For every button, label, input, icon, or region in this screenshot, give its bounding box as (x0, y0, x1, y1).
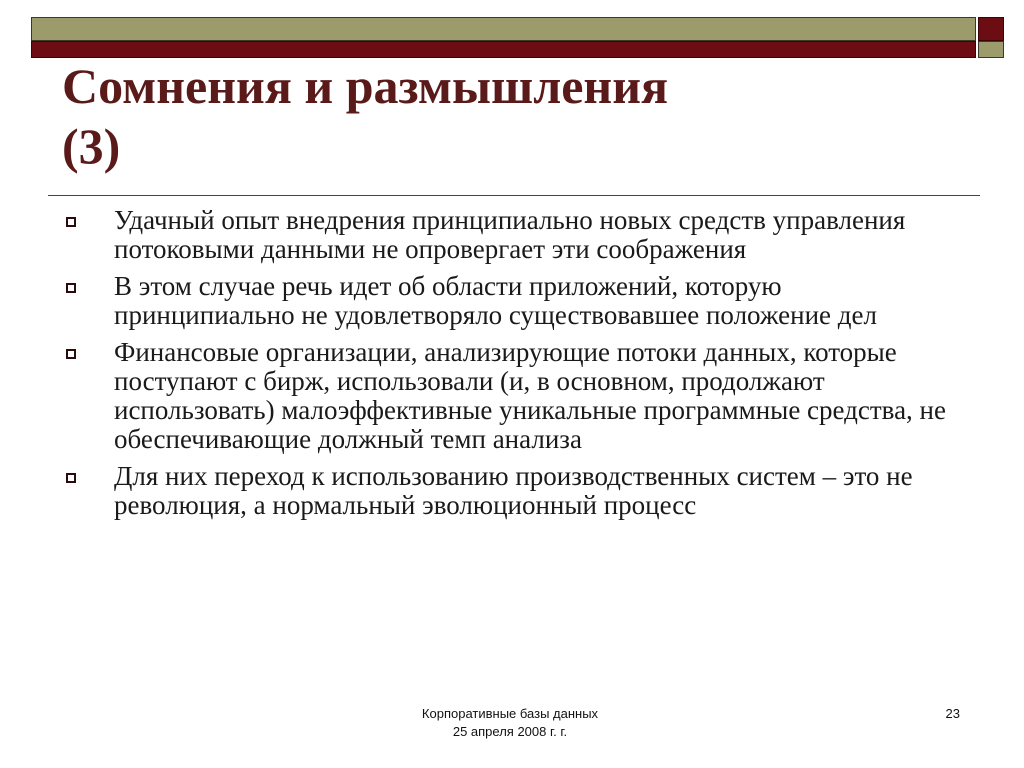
list-item (62, 206, 962, 264)
footer-course-title: Корпоративные базы данных (421, 706, 599, 721)
corner-maroon-square (978, 17, 1004, 41)
slide-title (62, 56, 942, 176)
bullet-text: Для них переход к использованию производственных систем – это не революция, а нормальный эволюционный процесс (114, 461, 913, 520)
corner-olive-square (978, 41, 1004, 58)
hollow-square-icon (66, 349, 76, 359)
bullet-text: Финансовые организации, анализирующие потоки данных, которые поступают с бирж, использовали (и, в основном, продолжают использовать) малоэффективные уникальные программные средства, не обеспечивающие должный темп анализа (114, 337, 946, 454)
page-number: 23 (945, 706, 960, 721)
bullet-text: В этом случае речь идет об области приложений, которую принципиально не удовлетворяло существовавшее положение дел (114, 271, 877, 330)
slide-title-line2: (3) (62, 118, 121, 174)
top-olive-bar (31, 17, 976, 41)
footer (360, 705, 660, 741)
slide-title-line1: Сомнения и размышления (62, 58, 669, 114)
hollow-square-icon (66, 217, 76, 227)
bullet-text: Удачный опыт внедрения принципиально новых средств управления потоковыми данными не опровергает эти соображения (114, 205, 906, 264)
hollow-square-icon (66, 473, 76, 483)
bullet-list (62, 206, 962, 528)
hollow-square-icon (66, 283, 76, 293)
title-divider (48, 195, 980, 196)
list-item (62, 272, 962, 330)
footer-date: 25 апреля 2008 г. г. (452, 724, 568, 739)
list-item (62, 462, 962, 520)
list-item (62, 338, 962, 454)
